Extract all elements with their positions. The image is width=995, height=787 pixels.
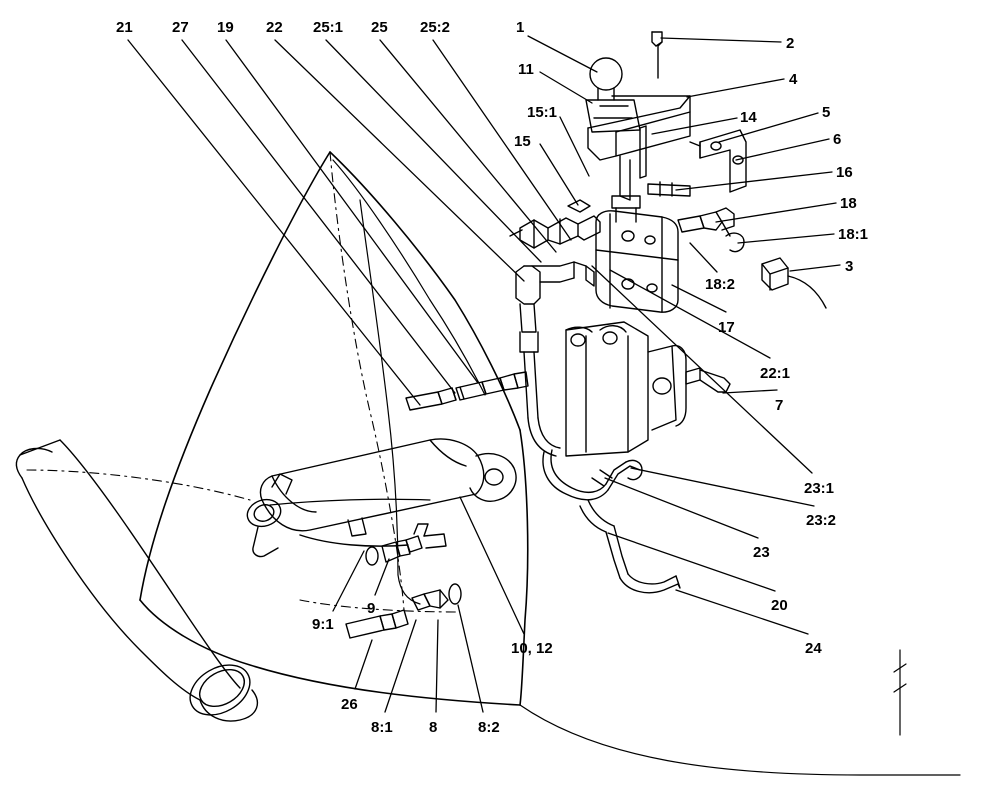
callout-label-20: 20 (771, 597, 788, 614)
leader-line-22-1 (610, 270, 770, 358)
small-parts-chain (346, 524, 461, 638)
deck-body (140, 152, 528, 705)
leader-line-8-1 (385, 620, 416, 712)
control-valve-body (596, 211, 678, 312)
leader-line-26 (355, 640, 372, 689)
leader-line-24 (676, 590, 808, 634)
callout-label-17: 17 (718, 319, 735, 336)
lever-handle-assembly (586, 32, 746, 222)
callout-label-22: 22 (266, 19, 283, 36)
leader-line-2 (661, 38, 781, 42)
callout-label-25-2: 25:2 (420, 19, 451, 36)
leader-line-16 (676, 172, 832, 190)
leader-line-27 (182, 40, 455, 393)
callout-label-5: 5 (822, 104, 831, 121)
leader-line-18-1 (738, 234, 834, 243)
deck-panel-lines (270, 160, 485, 604)
leader-line-21 (128, 40, 420, 405)
leader-line-9 (375, 559, 389, 595)
callout-label-25-1: 25:1 (313, 19, 344, 36)
callout-label-14: 14 (740, 109, 757, 126)
leader-line-3 (790, 265, 840, 271)
callout-label-9: 9 (367, 600, 376, 617)
callout-label-26: 26 (341, 696, 358, 713)
callout-label-22-1: 22:1 (760, 365, 791, 382)
leader-line-14 (652, 118, 737, 134)
callout-label-18-2: 18:2 (705, 276, 736, 293)
callout-label-10-12: 10, 12 (511, 640, 553, 657)
leader-line-4 (687, 79, 784, 97)
callout-label-6: 6 (833, 131, 842, 148)
reference-lines (520, 650, 960, 775)
leader-line-25-2 (433, 40, 571, 240)
callout-label-23: 23 (753, 544, 770, 561)
leader-line-7 (723, 390, 777, 393)
leader-line-9-1 (333, 551, 364, 611)
callout-label-19: 19 (217, 19, 234, 36)
callout-label-7: 7 (775, 397, 784, 414)
callout-label-18-1: 18:1 (838, 226, 869, 243)
callout-label-8-2: 8:2 (478, 719, 500, 736)
callout-label-9-1: 9:1 (312, 616, 334, 633)
elbow-tube-left (516, 262, 594, 456)
pump-housing (566, 322, 730, 456)
hose-assembly-23 (543, 450, 680, 593)
deck-hidden-lines (27, 152, 460, 612)
leader-line-20 (608, 533, 775, 591)
callout-label-18: 18 (840, 195, 857, 212)
callout-label-25: 25 (371, 19, 388, 36)
callout-label-1: 1 (516, 19, 525, 36)
callout-label-15-1: 15:1 (527, 104, 558, 121)
leader-line-8-2 (458, 605, 483, 712)
cap-part-3 (762, 258, 826, 308)
leader-lines (128, 36, 840, 712)
leader-line-5 (719, 113, 818, 142)
leader-line-23-2 (631, 468, 814, 506)
callout-label-24: 24 (805, 640, 822, 657)
leader-line-11 (540, 72, 592, 103)
leader-line-6 (736, 139, 829, 160)
callout-label-21: 21 (116, 19, 133, 36)
callout-label-4: 4 (789, 71, 798, 88)
leader-line-1 (528, 36, 597, 72)
callout-label-2: 2 (786, 35, 795, 52)
leader-line-25-1 (326, 40, 541, 262)
callout-label-16: 16 (836, 164, 853, 181)
fittings-18 (678, 208, 744, 252)
leader-line-19 (226, 40, 478, 383)
leader-line-10-12 (460, 497, 524, 634)
leader-line-18 (716, 203, 836, 222)
callout-label-3: 3 (845, 258, 854, 275)
callout-label-8-1: 8:1 (371, 719, 393, 736)
roller-bar (16, 440, 258, 725)
hose-fittings-upper-left (510, 200, 600, 248)
leader-line-18-2 (690, 243, 717, 272)
callout-label-11: 11 (518, 61, 534, 78)
leader-line-15-1 (560, 117, 589, 176)
callout-label-15: 15 (514, 133, 531, 150)
callout-label-23-2: 23:2 (806, 512, 837, 529)
leader-line-23 (605, 478, 758, 538)
leader-line-15 (540, 144, 578, 205)
leader-line-22 (275, 40, 524, 281)
callout-label-8: 8 (429, 719, 438, 736)
callout-label-23-1: 23:1 (804, 480, 835, 497)
callout-label-27: 27 (172, 19, 189, 36)
